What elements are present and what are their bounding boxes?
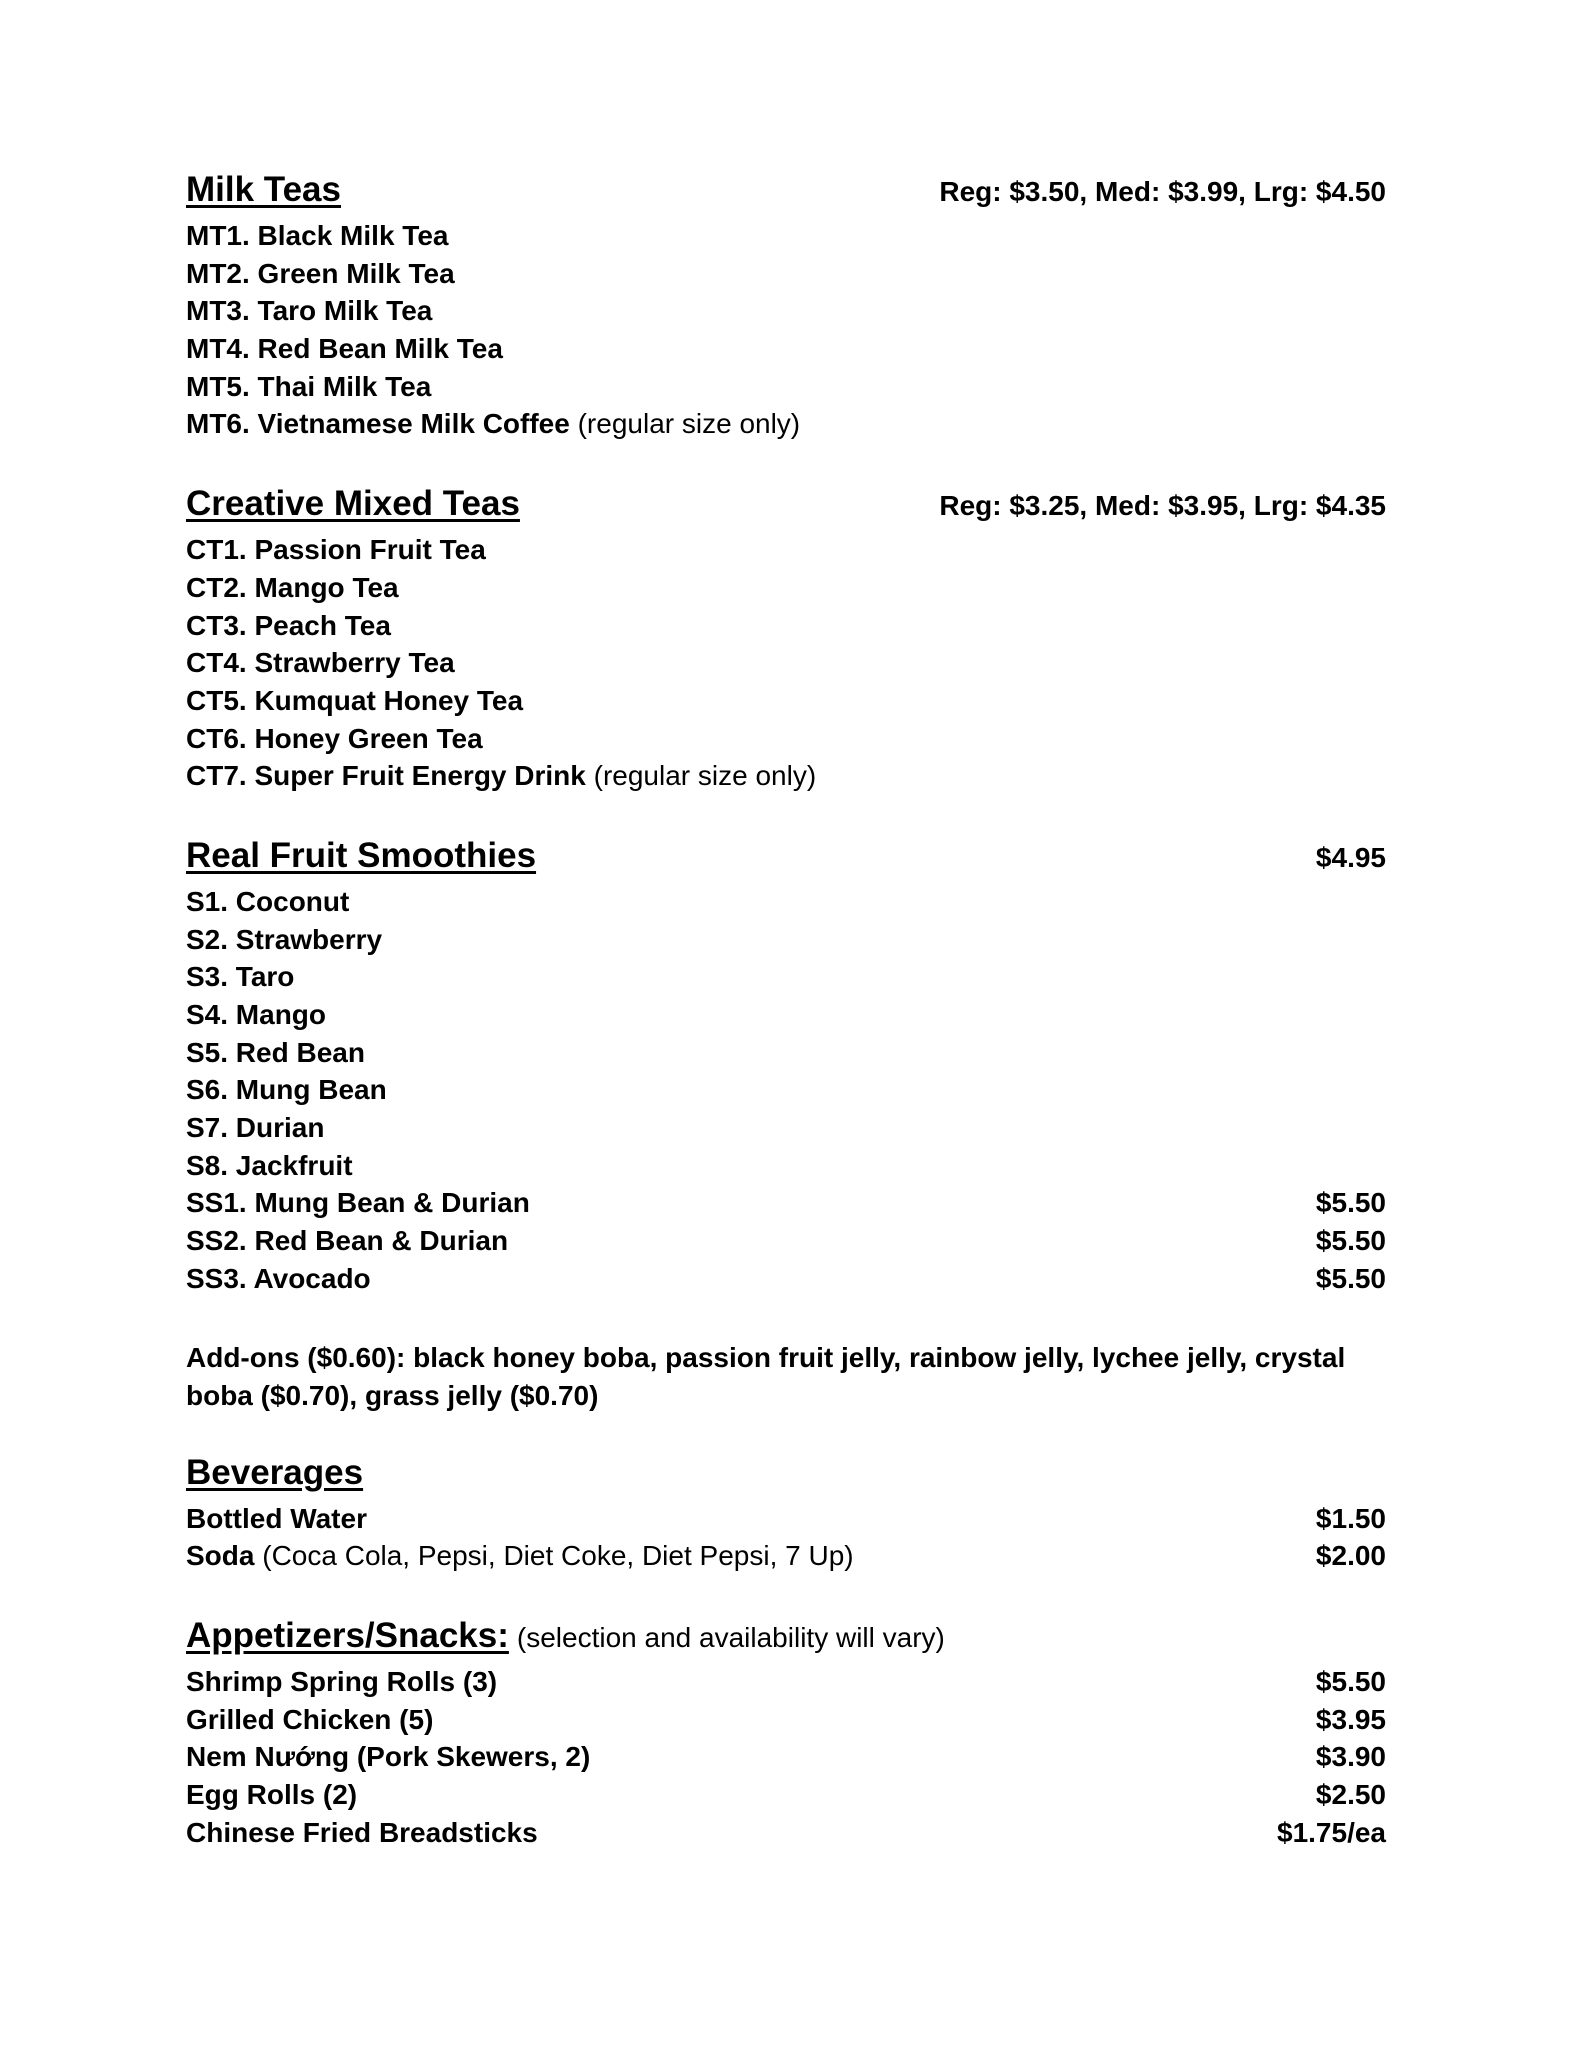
item-name: Grilled Chicken (5) bbox=[186, 1703, 434, 1735]
item-name: Chinese Fried Breadsticks bbox=[186, 1816, 538, 1848]
addons-text: Add-ons ($0.60): black honey boba, passion fruit jelly, rainbow jelly, lychee jelly, crystal boba ($0.70), grass jelly ($0.70) bbox=[186, 1341, 1346, 1411]
section-price: Reg: $3.50, Med: $3.99, Lrg: $4.50 bbox=[939, 176, 1386, 207]
item-label bbox=[186, 1225, 508, 1257]
item-list bbox=[186, 220, 1386, 446]
item-name: CT6. Honey Green Tea bbox=[186, 722, 483, 754]
section-header bbox=[186, 170, 1386, 220]
item-name: CT4. Strawberry Tea bbox=[186, 647, 455, 679]
item-name: CT1. Passion Fruit Tea bbox=[186, 534, 486, 566]
item-label bbox=[186, 1741, 590, 1773]
section-title: Milk Teas bbox=[186, 170, 341, 209]
menu-item bbox=[186, 1704, 1386, 1742]
item-label bbox=[186, 760, 816, 792]
menu-item bbox=[186, 534, 1386, 572]
item-label bbox=[186, 295, 432, 327]
item-price: $1.75/ea bbox=[1277, 1816, 1386, 1848]
item-list bbox=[186, 886, 1386, 1301]
section-creative-mixed-teas bbox=[186, 484, 1386, 798]
menu-item bbox=[186, 408, 1386, 446]
menu-item bbox=[186, 1817, 1386, 1855]
item-name: Bottled Water bbox=[186, 1502, 367, 1534]
item-name: MT4. Red Bean Milk Tea bbox=[186, 333, 503, 365]
item-label bbox=[186, 258, 455, 290]
item-label bbox=[186, 999, 326, 1031]
item-price: $3.90 bbox=[1315, 1741, 1386, 1773]
item-name: MT3. Taro Milk Tea bbox=[186, 295, 433, 327]
item-price: $2.50 bbox=[1315, 1778, 1386, 1810]
item-label bbox=[186, 1037, 365, 1069]
item-label bbox=[186, 610, 391, 642]
item-label bbox=[186, 1779, 357, 1811]
item-label bbox=[186, 371, 431, 403]
item-label bbox=[186, 723, 483, 755]
item-note: (regular size only) bbox=[593, 760, 817, 792]
item-price: $3.95 bbox=[1315, 1703, 1386, 1735]
item-note: (regular size only) bbox=[577, 408, 801, 440]
menu-item bbox=[186, 1074, 1386, 1112]
menu-item bbox=[186, 723, 1386, 761]
item-name: MT5. Thai Milk Tea bbox=[186, 370, 432, 402]
menu-item bbox=[186, 1779, 1386, 1817]
item-name: S7. Durian bbox=[186, 1112, 325, 1144]
section-title: Beverages bbox=[186, 1452, 364, 1492]
menu-item bbox=[186, 1187, 1386, 1225]
menu-item bbox=[186, 1540, 1386, 1578]
section-milk-teas bbox=[186, 170, 1386, 446]
section-header bbox=[186, 484, 1386, 534]
item-note: (Coca Cola, Pepsi, Diet Coke, Diet Pepsi, 7 Up) bbox=[262, 1540, 854, 1572]
section-title: Appetizers/Snacks: bbox=[186, 1615, 509, 1655]
item-label bbox=[186, 1817, 538, 1849]
item-name: S2. Strawberry bbox=[186, 923, 383, 955]
menu-item bbox=[186, 220, 1386, 258]
section-note: (selection and availability will vary) bbox=[516, 1621, 945, 1653]
item-name: S6. Mung Bean bbox=[186, 1074, 387, 1106]
menu-item bbox=[186, 924, 1386, 962]
item-name: MT2. Green Milk Tea bbox=[186, 257, 455, 289]
menu-item bbox=[186, 886, 1386, 924]
menu-item bbox=[186, 1741, 1386, 1779]
item-price: $1.50 bbox=[1315, 1502, 1386, 1534]
section-title: Creative Mixed Teas bbox=[186, 484, 520, 524]
item-name: CT2. Mango Tea bbox=[186, 571, 399, 603]
item-label bbox=[186, 961, 294, 993]
menu-item bbox=[186, 1225, 1386, 1263]
item-price: $5.50 bbox=[1315, 1187, 1386, 1219]
menu-item bbox=[186, 1112, 1386, 1150]
menu-item bbox=[186, 572, 1386, 610]
menu-item bbox=[186, 1037, 1386, 1075]
item-price: $5.50 bbox=[1315, 1225, 1386, 1257]
item-label bbox=[186, 1074, 387, 1106]
menu-item bbox=[186, 685, 1386, 723]
menu-item bbox=[186, 647, 1386, 685]
menu-item bbox=[186, 333, 1386, 371]
section-appetizers bbox=[186, 1616, 1386, 1854]
section-header bbox=[186, 836, 1386, 886]
item-name: S3. Taro bbox=[186, 961, 295, 993]
menu-item bbox=[186, 999, 1386, 1037]
section-price: Reg: $3.25, Med: $3.95, Lrg: $4.35 bbox=[939, 490, 1386, 522]
item-label bbox=[186, 1540, 854, 1572]
item-name: CT7. Super Fruit Energy Drink bbox=[186, 760, 586, 792]
item-name: SS2. Red Bean & Durian bbox=[186, 1225, 509, 1257]
item-name: CT3. Peach Tea bbox=[186, 609, 391, 641]
item-label bbox=[186, 924, 382, 956]
menu-item bbox=[186, 1263, 1386, 1301]
item-price: $5.50 bbox=[1315, 1262, 1386, 1294]
item-label bbox=[186, 685, 523, 717]
menu-item bbox=[186, 961, 1386, 999]
item-label bbox=[186, 1112, 324, 1144]
item-name: MT1. Black Milk Tea bbox=[186, 220, 449, 251]
item-name: CT5. Kumquat Honey Tea bbox=[186, 684, 524, 716]
item-name: SS3. Avocado bbox=[186, 1262, 371, 1294]
section-real-fruit-smoothies bbox=[186, 836, 1386, 1301]
item-label bbox=[186, 1704, 433, 1736]
section-beverages bbox=[186, 1453, 1386, 1578]
item-name: MT6. Vietnamese Milk Coffee bbox=[186, 408, 570, 440]
menu-item bbox=[186, 295, 1386, 333]
section-price: $4.95 bbox=[1315, 841, 1386, 873]
item-list bbox=[186, 1666, 1386, 1854]
item-price: $5.50 bbox=[1315, 1665, 1386, 1697]
menu-item bbox=[186, 610, 1386, 648]
menu-item bbox=[186, 1150, 1386, 1188]
item-name: Egg Rolls (2) bbox=[186, 1778, 358, 1810]
item-label bbox=[186, 886, 349, 918]
item-label bbox=[186, 1666, 497, 1698]
item-name: S1. Coconut bbox=[186, 885, 350, 917]
menu-item bbox=[186, 1503, 1386, 1541]
item-name: S8. Jackfruit bbox=[186, 1149, 353, 1181]
item-label bbox=[186, 1150, 353, 1182]
menu-item bbox=[186, 1666, 1386, 1704]
item-label bbox=[186, 1187, 530, 1219]
item-name: Shrimp Spring Rolls (3) bbox=[186, 1665, 498, 1697]
section-header bbox=[186, 1453, 1386, 1503]
menu-item bbox=[186, 258, 1386, 296]
item-price: $2.00 bbox=[1315, 1540, 1386, 1572]
menu-item bbox=[186, 760, 1386, 798]
item-name: Nem Nướng (Pork Skewers, 2) bbox=[186, 1741, 591, 1773]
menu-item bbox=[186, 371, 1386, 409]
item-name: S5. Red Bean bbox=[186, 1036, 365, 1068]
menu-content bbox=[186, 170, 1386, 1892]
item-label bbox=[186, 572, 399, 604]
item-label bbox=[186, 333, 503, 365]
item-name: Soda bbox=[186, 1540, 255, 1572]
item-label bbox=[186, 1263, 371, 1295]
item-label bbox=[186, 647, 455, 679]
item-list bbox=[186, 534, 1386, 798]
section-title: Real Fruit Smoothies bbox=[186, 835, 537, 875]
item-label bbox=[186, 534, 486, 566]
section-header bbox=[186, 1616, 1386, 1666]
item-label bbox=[186, 408, 800, 440]
item-name: SS1. Mung Bean & Durian bbox=[186, 1187, 530, 1219]
item-name: S4. Mango bbox=[186, 999, 327, 1030]
item-label bbox=[186, 220, 448, 252]
item-list bbox=[186, 1503, 1386, 1578]
item-label bbox=[186, 1503, 367, 1535]
